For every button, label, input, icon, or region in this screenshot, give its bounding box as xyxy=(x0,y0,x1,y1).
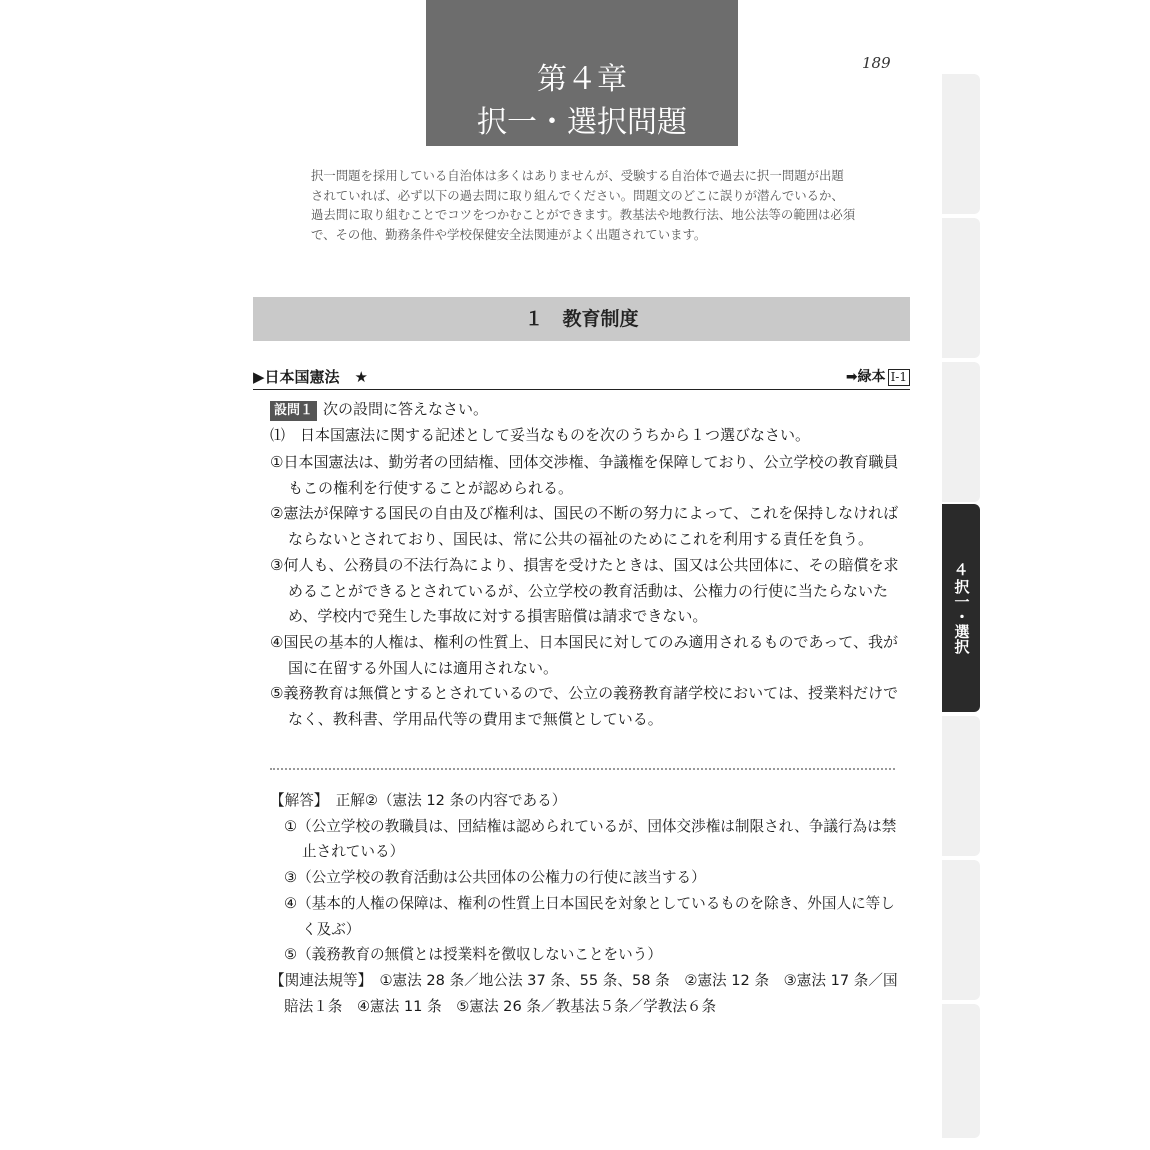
question-badge: 設問１ xyxy=(270,401,317,421)
question-header xyxy=(270,398,488,421)
subsection-title: ▶日本国憲法 ★ xyxy=(253,368,368,386)
chapter-tab[interactable] xyxy=(942,860,980,1000)
answer-note: ⑤（義務教育の無償とは授業料を徴収しないことをいう） xyxy=(284,946,662,964)
chapter-tab-active[interactable] xyxy=(942,504,980,712)
answer-note: ③（公立学校の教育活動は公共団体の公権力の行使に該当する） xyxy=(284,869,706,887)
option-item: ④国民の基本的人権は、権利の性質上、日本国民に対してのみ適用されるものであって、我が国に在留する外国人には適用されない。 xyxy=(270,632,899,677)
chapter-number: 第４章 xyxy=(537,62,627,97)
chapter-tab[interactable] xyxy=(942,218,980,358)
answer-note: ④（基本的人権の保障は、権利の性質上日本国民を対象としているものを除き、外国人に等しく及ぶ） xyxy=(284,894,895,938)
chapter-header xyxy=(426,0,738,146)
answer-block xyxy=(270,788,900,1019)
reference-prefix: ➡緑本 xyxy=(845,369,886,385)
option-item: ⑤義務教育は無償とするとされているので、公立の義務教育諸学校においては、授業料だけでなく、教科書、学用品代等の費用まで無償としている。 xyxy=(270,684,899,729)
option-item: ③何人も、公務員の不法行為により、損害を受けたときは、国又は公共団体に、その賠償を求めることができるとされているが、公立学校の教育活動は、公権力の行使に当たらないため、学校内で発生した事故に対する損害賠償は請求できない。 xyxy=(270,555,899,626)
related-laws: 【関連法規等】 ①憲法 28 条／地公法 37 条、55 条、58 条 ②憲法 12 条 ③憲法 17 条／国賠法１条 ④憲法 11 条 ⑤憲法 26 条／教基法５条／学教法６条 xyxy=(270,971,898,1015)
cross-reference xyxy=(846,366,910,386)
option-item: ②憲法が保障する国民の自由及び権利は、国民の不断の努力によって、これを保持しなければならないとされており、国民は、常に公共の福祉のためにこれを利用する責任を負う。 xyxy=(270,504,899,549)
chapter-tab[interactable] xyxy=(942,716,980,856)
reference-code: I-1 xyxy=(888,369,910,386)
chapter-tab[interactable] xyxy=(942,1004,980,1138)
chapter-tab-number: ４ xyxy=(953,561,969,579)
chapter-intro: 択一問題を採用している自治体は多くはありませんが、受験する自治体で過去に択一問題が出題されていれば、必ず以下の過去問に取り組んでください。問題文のどこに誤りが潜んでいるか、過去問に取り組むことでコツをつかむことができます。教基法や地教行法、地公法等の範囲は必須で、その他、勤務条件や学校保健安全法関連がよく出題されています。 xyxy=(311,168,856,242)
answer-options xyxy=(270,450,900,733)
subsection-header xyxy=(253,365,910,390)
chapter-tab-label: 択一・選択 xyxy=(952,579,971,654)
question-prompt: 次の設問に答えなさい。 xyxy=(323,400,489,418)
option-item: ①日本国憲法は、勤労者の団結権、団体交渉権、争議権を保障しており、公立学校の教育職員もこの権利を行使することが認められる。 xyxy=(270,453,899,497)
answer-line: 【解答】 正解②（憲法 12 条の内容である） xyxy=(270,792,567,809)
chapter-tab[interactable] xyxy=(942,74,980,214)
chapter-title: 択一・選択問題 xyxy=(477,105,687,140)
question-subitem: ⑴ 日本国憲法に関する記述として妥当なものを次のうちから１つ選びなさい。 xyxy=(270,426,811,444)
page-number: 189 xyxy=(862,54,891,72)
dotted-divider xyxy=(270,768,895,770)
answer-note: ①（公立学校の教職員は、団結権は認められているが、団体交渉権は制限され、争議行為は禁止されている） xyxy=(284,817,897,861)
chapter-tab[interactable] xyxy=(942,362,980,502)
section-title: １ 教育制度 xyxy=(253,297,910,341)
